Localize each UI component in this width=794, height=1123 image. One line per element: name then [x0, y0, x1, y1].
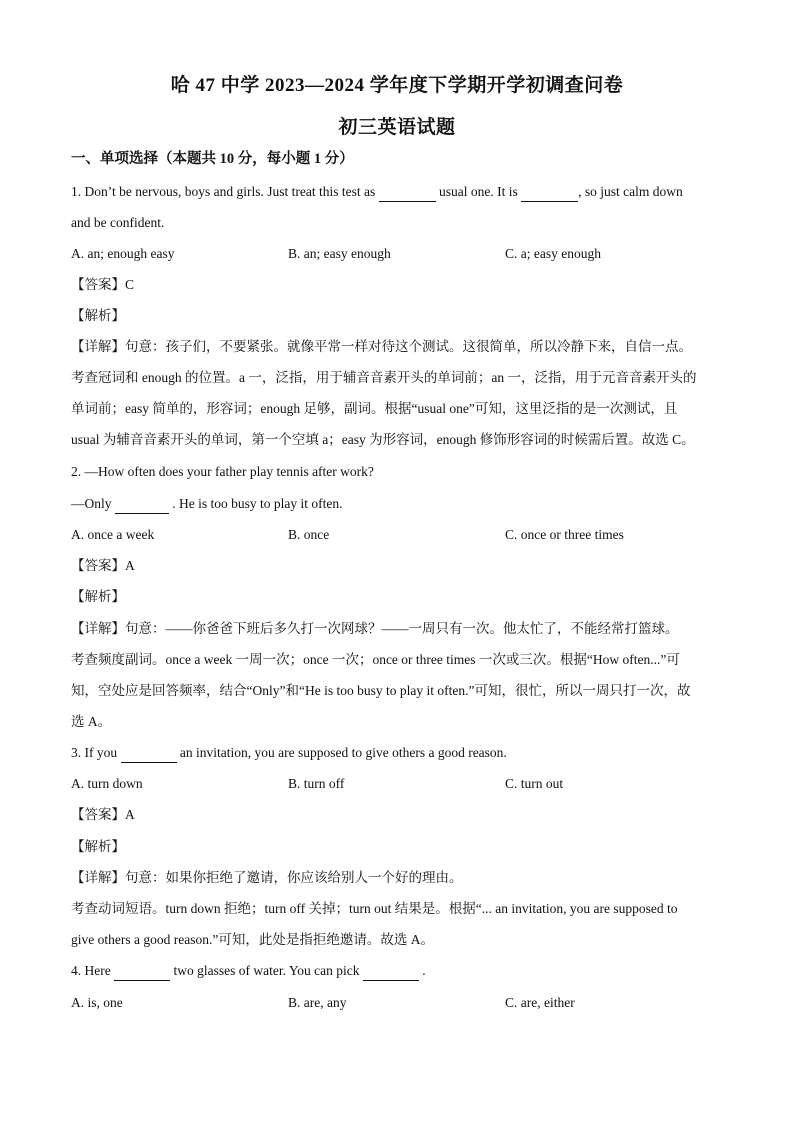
- question-4: [71, 962, 731, 981]
- section-heading: 一、单项选择（本题共 10 分，每小题 1 分）: [71, 151, 354, 167]
- question-2-detail-4: 选 A。: [71, 714, 112, 729]
- question-4-text-post: .: [422, 963, 426, 978]
- question-3-detail-1: 【详解】句意：如果你拒绝了邀请，你应该给别人一个好的理由。: [71, 870, 463, 885]
- page-title: 哈 47 中学 2023—2024 学年度下学期开学初调查问卷: [170, 75, 624, 96]
- question-2-text-post: . He is too busy to play it often.: [172, 496, 343, 511]
- question-1-option-a: A. an; enough easy: [71, 246, 175, 261]
- question-4-option-b: B. are, any: [288, 995, 347, 1010]
- question-1-blank-1: [379, 183, 436, 202]
- question-1-blank-2: [521, 183, 578, 202]
- question-3: [71, 744, 731, 763]
- question-1-detail-3: 单词前；easy 简单的，形容词；enough 足够，副词。根据“usual one”可知，这里泛指的是一次测试，且: [71, 401, 678, 416]
- question-1-option-c: C. a; easy enough: [505, 246, 601, 261]
- question-2-detail-2: 考查频度副词。once a week 一周一次；once 一次；once or three times 一次或三次。根据“How often...”可: [71, 652, 680, 667]
- question-4-blank-2: [363, 962, 419, 981]
- question-4-blank-1: [114, 962, 170, 981]
- question-2-option-c: C. once or three times: [505, 527, 624, 542]
- question-1-option-b: B. an; easy enough: [288, 246, 391, 261]
- question-1-detail-2: 考查冠词和 enough 的位置。a 一，泛指，用于辅音音素开头的单词前；an 一，泛指，用于元音音素开头的: [71, 370, 697, 385]
- question-4-text-pre: 4. Here: [71, 963, 111, 978]
- question-3-text-post: an invitation, you are supposed to give others a good reason.: [179, 745, 507, 760]
- question-1-text-mid: usual one. It is: [438, 184, 518, 199]
- question-3-answer: 【答案】A: [71, 807, 135, 822]
- question-3-detail-3: give others a good reason.”可知，此处是指拒绝邀请。故选 A。: [71, 932, 434, 947]
- question-3-blank: [121, 744, 177, 763]
- page-subtitle: 初三英语试题: [338, 117, 456, 138]
- question-2-answer: 【答案】A: [71, 558, 135, 573]
- question-1-text-post: , so just calm down: [578, 184, 683, 199]
- question-2-option-b: B. once: [288, 527, 330, 542]
- question-2-detail-3: 知，空处应是回答频率，结合“Only”和“He is too busy to play it often.”可知，很忙，所以一周只打一次，故: [71, 683, 691, 698]
- question-2-text-pre: —Only: [71, 496, 112, 511]
- question-3-text-pre: 3. If you: [71, 745, 118, 760]
- question-1-detail-4: usual 为辅音音素开头的单词，第一个空填 a；easy 为形容词，enough 修饰形容词的时候需后置。故选 C。: [71, 432, 695, 447]
- question-4-text-mid: two glasses of water. You can pick: [173, 963, 360, 978]
- question-3-option-b: B. turn off: [288, 776, 345, 791]
- question-3-option-a: A. turn down: [71, 776, 143, 791]
- question-4-option-a: A. is, one: [71, 995, 123, 1010]
- question-1-line-2: and be confident.: [71, 215, 165, 230]
- question-4-option-c: C. are, either: [505, 995, 575, 1010]
- question-3-option-c: C. turn out: [505, 776, 564, 791]
- question-1-analysis-label: 【解析】: [71, 308, 125, 323]
- question-3-detail-2: 考查动词短语。turn down 拒绝；turn off 关掉；turn out 结果是。根据“... an invitation, you are supposed to: [71, 901, 678, 916]
- question-2-option-a: A. once a week: [71, 527, 155, 542]
- question-1-answer: 【答案】C: [71, 277, 135, 292]
- question-1-text-pre: 1. Don’t be nervous, boys and girls. Just treat this test as: [71, 184, 376, 199]
- question-2-detail-1: 【详解】句意：——你爸爸下班后多久打一次网球？——一周只有一次。他太忙了，不能经常打篮球。: [71, 621, 679, 636]
- question-2-line-2: [71, 495, 731, 514]
- question-3-analysis-label: 【解析】: [71, 839, 125, 854]
- question-2-analysis-label: 【解析】: [71, 589, 125, 604]
- question-1-detail-1: 【详解】句意：孩子们，不要紧张。就像平常一样对待这个测试。这很简单，所以冷静下来，自信一点。: [71, 339, 692, 354]
- question-1: [71, 183, 731, 202]
- question-2: 2. —How often does your father play tennis after work?: [71, 464, 374, 479]
- question-2-blank: [115, 495, 169, 514]
